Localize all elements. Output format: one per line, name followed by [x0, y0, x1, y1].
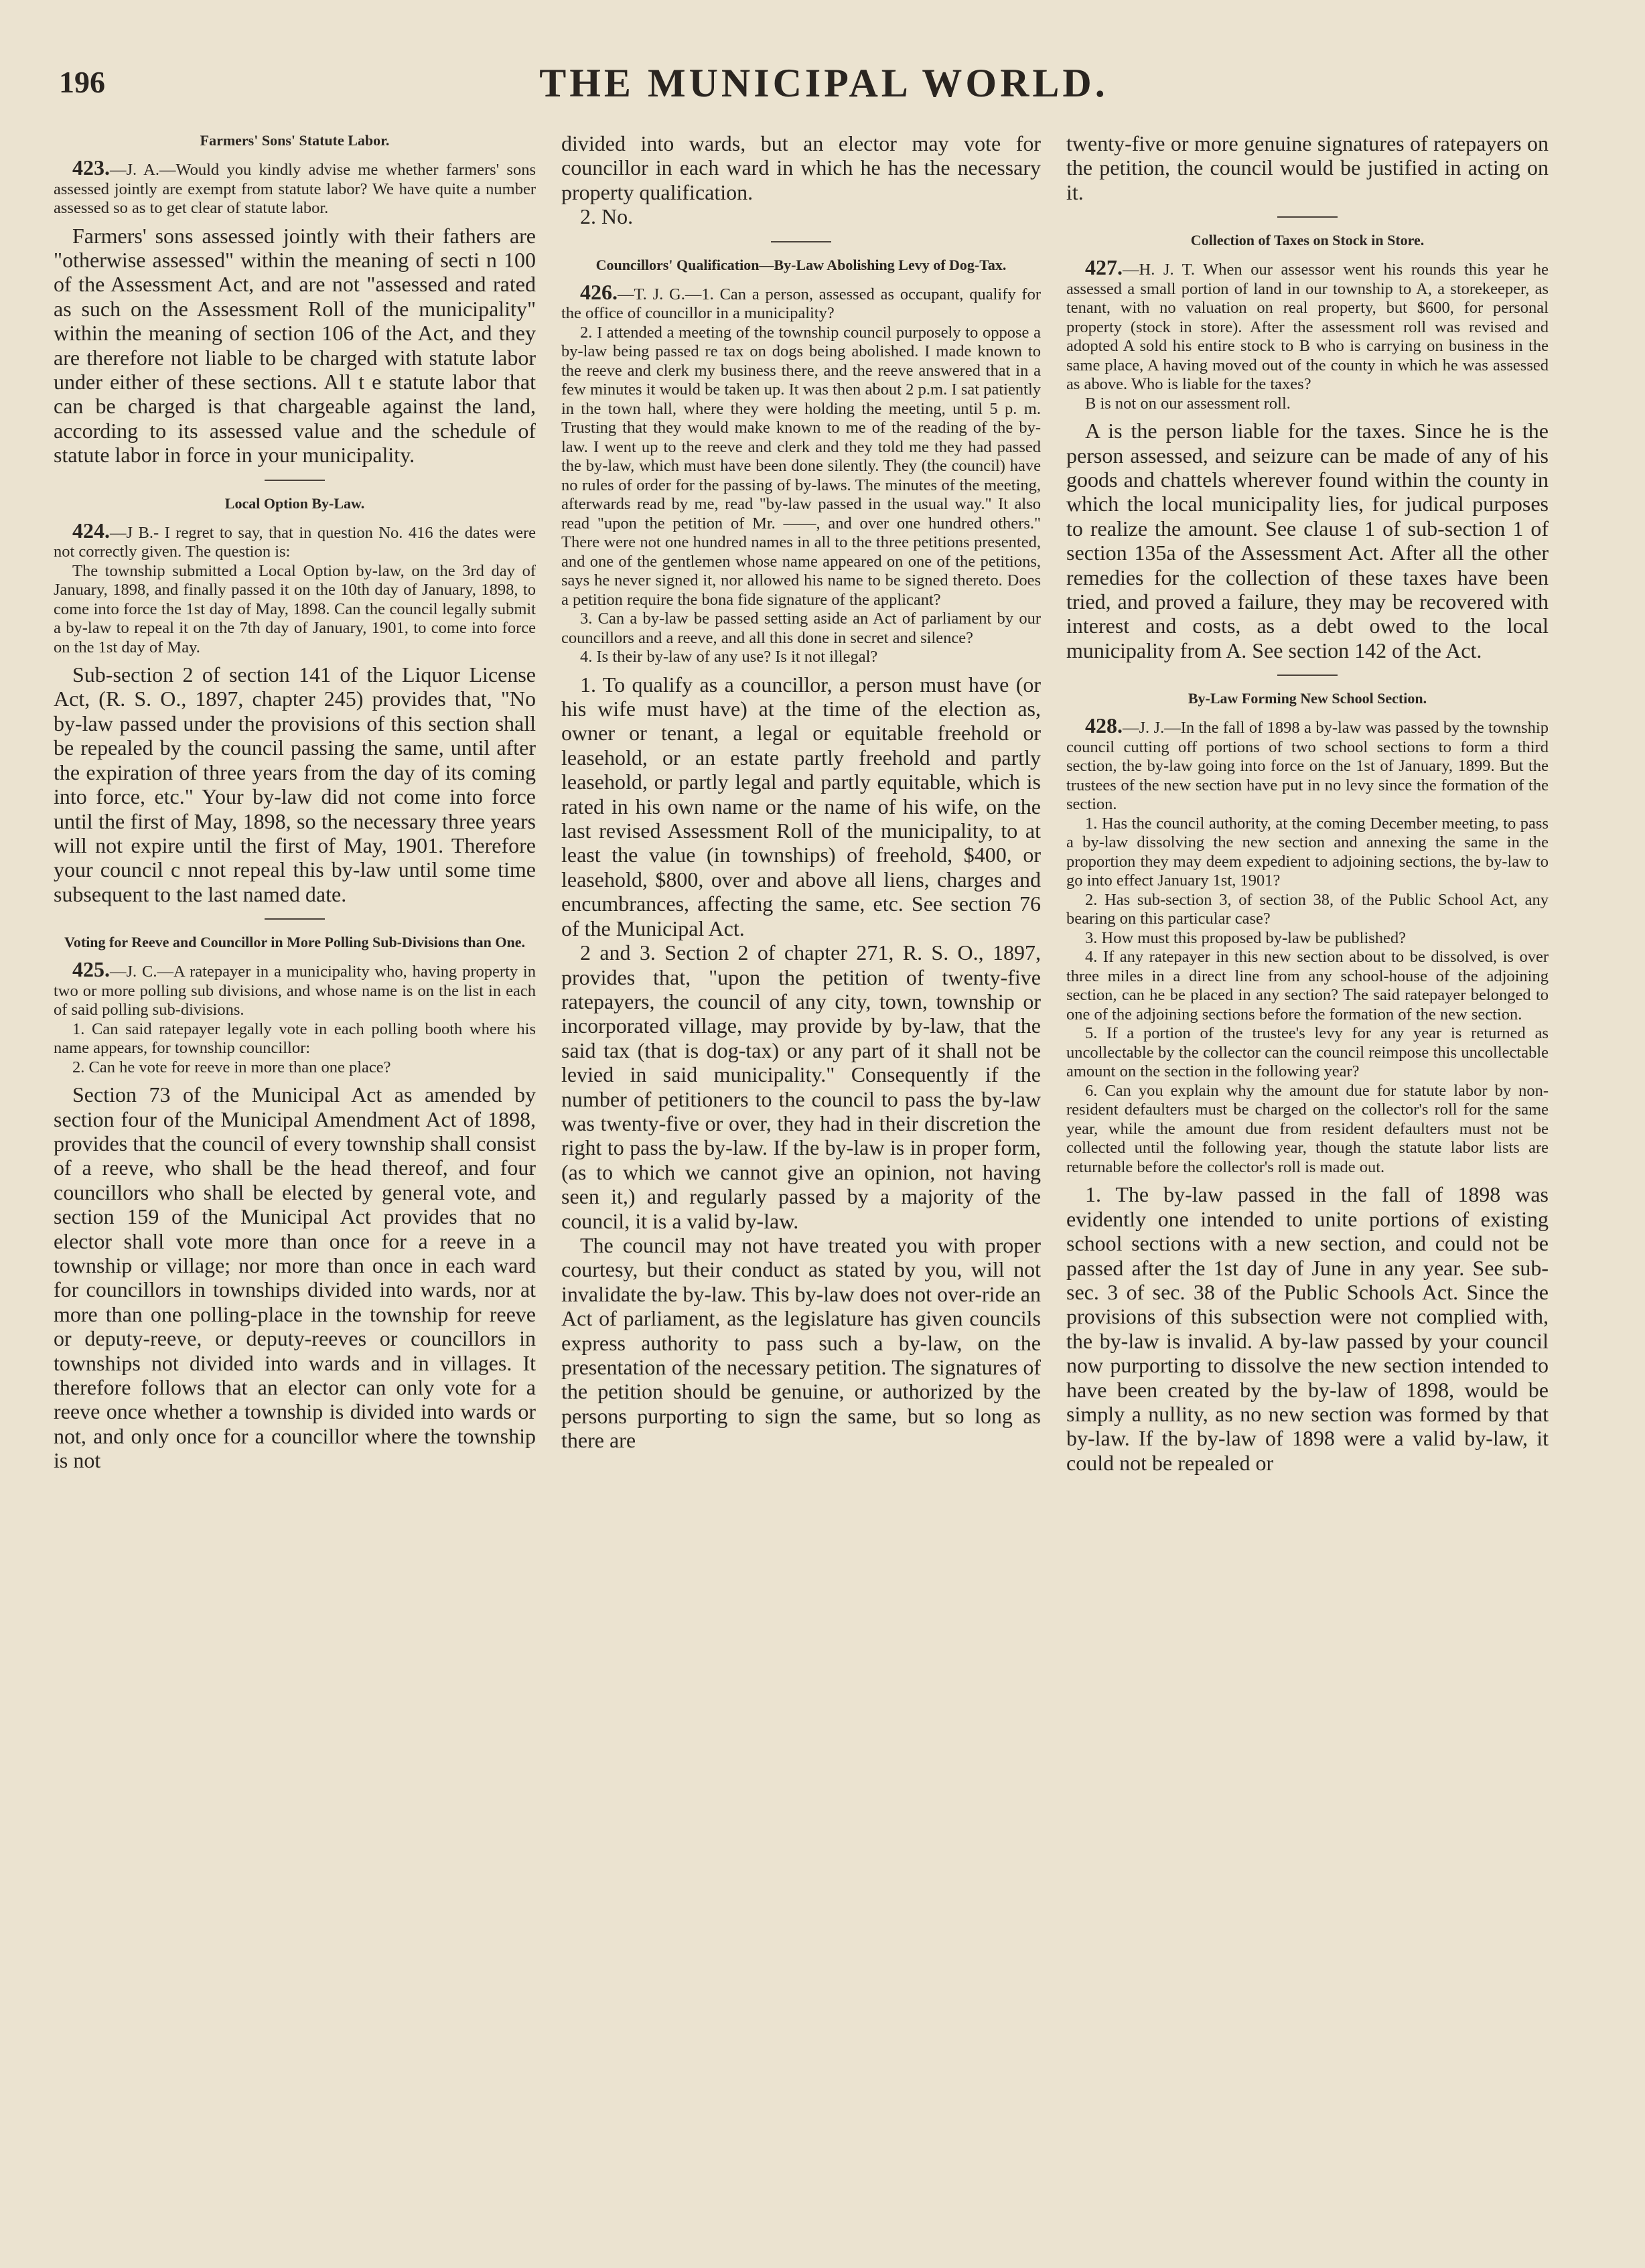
section-426-question [561, 279, 1041, 667]
section-423-title: Farmers' Sons' Statute Labor. [200, 132, 390, 149]
continued-answer-426 [1066, 131, 1549, 204]
continued-answer-no: 2. No. [580, 204, 634, 229]
section-426-question-text: —T. J. G.—1. Can a person, assessed as occupant, qualify for the office of councillor in a municipality? [561, 285, 1041, 323]
section-425-question [54, 957, 536, 1077]
page-number: 196 [59, 65, 105, 99]
section-424-title: Local Option By-Law. [224, 494, 365, 512]
continued-answer-text: divided into wards, but an elector may vote for councillor in each ward in which he has the necessary property qualification. [561, 131, 1041, 204]
section-427-question-text: —H. J. T. When our assessor went his rounds this year he assessed a small portion of land in our township to A, a storekeeper, as tenant, with no valuation on real property, but $600, for personal property (stock in store). After the assessment roll was revised and adopted A sold his entire stock to B who is carrying on business in the same place, A having moved out of the county in which he was assessed as above. Who is liable for the taxes? [1066, 261, 1549, 394]
section-425-question-1: 1. Can said ratepayer legally vote in each polling booth where his name appears, for township councillor: [54, 1019, 536, 1058]
section-424-answer-text: Sub-section 2 of section 141 of the Liquor License Act, (R. S. O., 1897, chapter 245) provides that, "No by-law passed under the provisions of this section shall be repealed by the council passing the same, until after the expiration of three years from the day of its coming into force, etc." Your by-law did not come into force until the first of May, 1898, so the necessary three years will not expire until the first of May, 1901. Therefore your council c nnot repeal this by-law until some time subsequent to the last named date. [54, 662, 536, 906]
section-427-answer-text: A is the person liable for the taxes. Since he is the person assessed, and seizure can be made of any of his goods and chattels wherever found within the county in which the local municipality lies, for judical purposes to realize the amount. See clause 1 of sub-section 1 of section 135a of the Assessment Act. After all the other remedies for the collection of these taxes have been tried, and proved a failure, they may be recovered with interest and costs, as a debt owed to the local municipality from A. See section 142 of the Act. [1066, 419, 1549, 662]
section-426-title: Councillors' Qualification—By-Law Abolishing Levy of Dog-Tax. [595, 256, 1007, 273]
section-424-question-detail: The township submitted a Local Option by-law, on the 3rd day of January, 1898, and finally passed it on the 10th day of January, 1898, to come into force the 1st day of May, 1898. Can the council legally submit a by-law to repeal it on the 7th day of January, 1901, to come into force on the 1st day of May. [54, 561, 536, 656]
section-428-question-6: 6. Can you explain why the amount due for statute labor by non-resident defaulters must be charged on the collector's roll for the same year, while the amount due from resident defaulters must not be collected until the following year, though the statute labor lists are returnable before the collector's roll is made out. [1066, 1081, 1549, 1176]
section-423-question [54, 155, 536, 218]
section-428-question [1066, 713, 1549, 1177]
section-428-question-1: 1. Has the council authority, at the coming December meeting, to pass a by-law dissolving the new section and annexing the same in the proportion they may deem expedient to adjoining sections, the by-law to go into effect January 1st, 1901? [1066, 814, 1549, 890]
section-425-answer-text: Section 73 of the Municipal Act as amended by section four of the Municipal Amendment Act of 1898, provides that the council of every township shall consist of a reeve, who shall be the head thereof, and four councillors who shall be elected by general vote, and section 159 of the Municipal Act provides that no elector shall vote more than once for a reeve in a township or village; nor more than once in each ward for councillors in townships divided into wards, nor at more than one polling-place in the township for reeve or deputy-reeve, or deputy-reeves or councillors in townships not divided into wards and in villages. It therefore follows that an elector can only vote for a reeve once whether a township is divided into wards or not, and only once for a councillor where the township is not [54, 1082, 536, 1473]
section-424-number: 424. [72, 518, 110, 543]
section-426-question-2: 2. I attended a meeting of the township council purposely to oppose a by-law being passed re tax on dogs being abolished. I made known to the reeve and clerk my business there, and the reeve answered that in a few minutes it would be taken up. It was then about 2 p.m. I sat patiently in the town hall, where they were holding the meeting, until 5 p. m. Trusting that they would make known to me of the reading of the by-law. I went up to the reeve and clerk and they told me they had passed the by-law, which must have been done silently. They (the council) have no rules of order for the passing of by-laws. The minutes of the meeting, afterwards read by me, read "by-law passed in the usual way." It also read "upon the petition of Mr. ——, and over one hundred others." There were not one hundred names in all to the three petitions presented, and one of the gentlemen whose name appeared on one of the petitions, says he never signed it, nor allowed his name to be signed thereto. Does a petition require the bona fide signature of the applicant? [561, 323, 1041, 609]
section-427-question [1066, 255, 1549, 413]
section-426-answer-1: 1. To qualify as a councillor, a person must have (or his wife must have) at the time of the election as, owner or tenant, a legal or equitable freehold or leasehold, or an estate partly freehold and partly leasehold, or partly legal and partly equitable, which is rated in his own name or the name of his wife, on the last revised Assessment Roll of the municipality, to at least the value (in townships) of freehold, $400, or leasehold, $800, over and above all liens, charges and encumbrances, affecting the same, etc. See section 76 of the Municipal Act. [561, 672, 1041, 940]
section-423-answer [54, 224, 536, 468]
section-423-number: 423. [72, 155, 110, 180]
section-425-question-2: 2. Can he vote for reeve in more than one place? [72, 1058, 391, 1076]
section-428-question-2: 2. Has sub-section 3, of section 38, of the Public School Act, any bearing on this particular case? [1066, 890, 1549, 928]
section-425-answer [54, 1082, 536, 1473]
section-428-title: By-Law Forming New School Section. [1188, 690, 1427, 707]
page-header [54, 60, 1594, 114]
section-428-question-text: —J. J.—In the fall of 1898 a by-law was passed by the township council cutting off portions of two school sections to form a third section, the by-law going into force on the 1st of January, 1899. But the trustees of the new section have put in no levy since the formation of the section. [1066, 719, 1549, 814]
section-426-answer [561, 672, 1041, 1453]
continued-answer-text: twenty-five or more genuine signatures of ratepayers on the petition, the council would be justified in acting on it. [1066, 131, 1549, 204]
masthead-title: THE MUNICIPAL WORLD. [539, 61, 1108, 105]
section-424-answer [54, 662, 536, 906]
column-1 [54, 131, 536, 2228]
divider [771, 241, 831, 242]
divider [1277, 675, 1338, 676]
section-426-number: 426. [580, 279, 618, 304]
section-424-question [54, 518, 536, 658]
section-427-title: Collection of Taxes on Stock in Store. [1190, 232, 1425, 249]
section-428-number: 428. [1085, 713, 1123, 738]
section-425-question-text: —J. C.—A ratepayer in a municipality who, having property in two or more polling sub divisions, and whose name is on the list in each of said polling sub-divisions. [54, 963, 536, 1019]
divider [265, 480, 325, 481]
divider [1277, 216, 1338, 218]
section-423-answer-text: Farmers' sons assessed jointly with their fathers are "otherwise assessed" within the meaning of secti n 100 of the Assessment Act, and are not "assessed and rated as such on the Assessment Roll of the municipality" within the meaning of section 106 of the Act, and they are therefore not liable to be charged with statute labor under either of these sections. All t e statute labor that can be charged is that chargeable against the land, according to its assessed value and the schedule of statute labor in force in your municipality. [54, 223, 536, 468]
section-426-question-3: 3. Can a by-law be passed setting aside an Act of parliament by our councillors and a reeve, and all this done in secret and silence? [561, 610, 1041, 647]
section-426-answer-2: 2 and 3. Section 2 of chapter 271, R. S. O., 1897, provides that, "upon the petition of twenty-five ratepayers, the council of any city, town, township or incorporated village, may provide by by-law, that the said tax (that is dog-tax) or any part of it shall not be levied in said municipality." Consequently if the number of petitioners to the council to pass the by-law was twenty-five or over, they had in their discretion the right to pass the by-law. If the by-law is in proper form, (as to which we cannot give an opinion, not having seen it,) and regularly passed by a majority of the council, it is a valid by-law. [561, 940, 1041, 1233]
section-428-question-5: 5. If a portion of the trustee's levy for any year is returned as uncollectable by the collector can the council reimpose this uncollectable amount on the section in the following year? [1066, 1024, 1549, 1081]
section-427-question-2: B is not on our assessment roll. [1085, 394, 1291, 413]
divider [265, 918, 325, 920]
section-427-number: 427. [1085, 255, 1123, 280]
section-428-question-3: 3. How must this proposed by-law be published? [1085, 928, 1407, 947]
section-428-answer-text: 1. The by-law passed in the fall of 1898 was evidently one intended to unite portions of existing school sections with a new section, and could not be passed after the 1st day of June in any year. See sub-sec. 3 of sec. 38 of the Public Schools Act. Since the provisions of this subsection were not complied with, the by-law is invalid. A by-law passed by your council now purporting to dissolve the new section intended to have been created by the by-law of 1898, would be simply a nullity, as no new section was formed by that by-law. If the by-law of 1898 were a valid by-law, it could not be repealed or [1066, 1182, 1549, 1475]
section-428-answer [1066, 1182, 1549, 1475]
column-3 [1066, 131, 1549, 2228]
section-428-question-4: 4. If any ratepayer in this new section about to be dissolved, is over three miles in a direct line from any school-house of the adjoining section, can he be placed in any section? The said ratepayer belonged to one of the adjoining sections before the formation of the new section. [1066, 948, 1549, 1023]
column-2 [561, 131, 1041, 2228]
section-423-question-text: —J. A.—Would you kindly advise me whether farmers' sons assessed jointly are exempt from statute labor? We have quite a number assessed so as to get clear of statute labor. [54, 161, 536, 217]
section-427-answer [1066, 419, 1549, 662]
section-424-question-text: —J B.- I regret to say, that in question No. 416 the dates were not correctly given. The question is: [54, 523, 536, 561]
section-425-number: 425. [72, 957, 110, 982]
continued-answer-425 [561, 131, 1041, 229]
section-426-question-4: 4. Is their by-law of any use? Is it not illegal? [580, 648, 878, 666]
section-425-title: Voting for Reeve and Councillor in More Polling Sub-Divisions than One. [64, 934, 525, 951]
section-426-answer-3: The council may not have treated you with proper courtesy, but their conduct as stated by you, will not invalidate the by-law. This by-law does not over-ride an Act of parliament, as the legislature has given councils express authority to pass such a by-law, on the presentation of the necessary petition. The signatures of the petition should be genuine, or authorized by the persons purporting to sign the same, but so long as there are [561, 1232, 1041, 1453]
